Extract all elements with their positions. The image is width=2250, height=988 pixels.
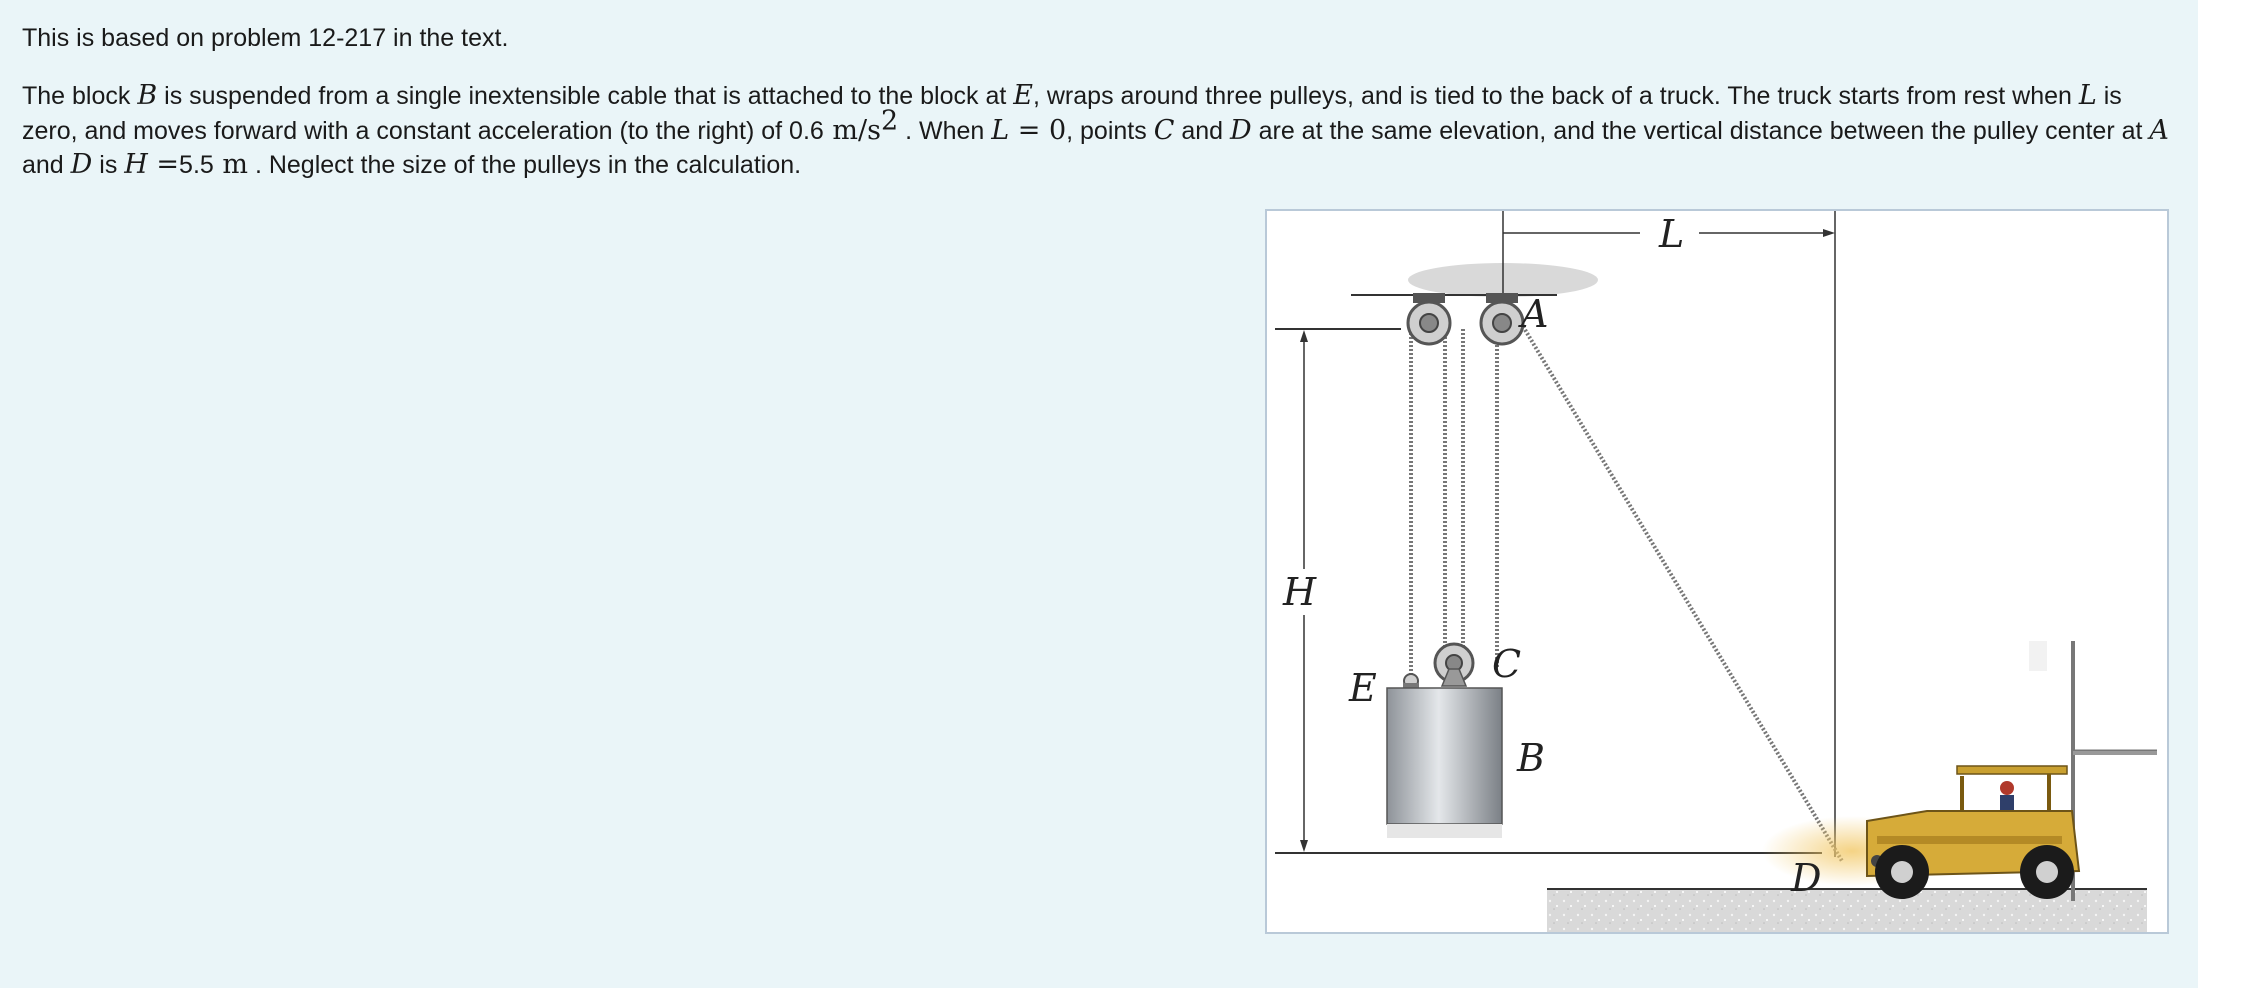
text-segment: is zero, and moves forward with a constant acceleration (to the right) of xyxy=(22,82,2122,145)
label-C: C xyxy=(1492,642,1522,686)
height-unit: m xyxy=(213,149,248,180)
var-D: D xyxy=(1229,114,1252,146)
label-E: E xyxy=(1349,666,1377,710)
var-E: E xyxy=(1013,80,1033,111)
var-C: C xyxy=(1153,114,1175,146)
l-dim-arrowhead xyxy=(1823,229,1835,237)
acceleration-value: 0.6 xyxy=(789,116,824,145)
acceleration-unit-exponent: 2 xyxy=(880,105,899,137)
cable-to-truck xyxy=(1521,323,1842,861)
h-dim-arrow-top xyxy=(1300,330,1308,342)
intro-text: This is based on problem 12-217 in the text. xyxy=(22,24,509,52)
problem-statement xyxy=(22,79,2172,183)
block-B xyxy=(1387,688,1502,824)
var-L: L xyxy=(991,114,1010,146)
label-D: D xyxy=(1791,856,1822,900)
text-segment: . When xyxy=(898,116,992,145)
text-segment: The block xyxy=(22,82,138,110)
pulley-truck-figure xyxy=(1265,209,2169,934)
pulley-left xyxy=(1408,293,1450,344)
text-segment: and xyxy=(22,151,71,179)
text-segment: is xyxy=(92,151,125,179)
label-A: A xyxy=(1521,292,1549,336)
var-L: L xyxy=(2078,80,2097,111)
h-dim-arrow-bottom xyxy=(1300,840,1308,852)
pulley-C xyxy=(1435,644,1473,686)
equals-zero: = 0 xyxy=(1009,114,1067,146)
text-segment: , wraps around three pulleys, and is tied to the back of a truck. The truck starts from rest when xyxy=(1032,82,2079,110)
pulley-A xyxy=(1481,293,1523,344)
text-segment: is suspended from a single inextensible cable that is attached to the block at xyxy=(157,82,1014,110)
var-D: D xyxy=(70,149,93,180)
block-shadow xyxy=(1387,824,1502,838)
truck xyxy=(1867,641,2157,901)
label-B: B xyxy=(1517,736,1545,780)
var-A: A xyxy=(2149,114,2169,146)
var-B: B xyxy=(137,80,158,111)
height-value: 5.5 xyxy=(179,151,214,179)
label-L: L xyxy=(1659,212,1685,256)
text-segment: . Neglect the size of the pulleys in the calculation. xyxy=(248,151,802,179)
text-segment: , points xyxy=(1066,116,1154,145)
figure-drawing xyxy=(1267,211,2167,932)
acceleration-unit: m/s xyxy=(823,114,881,146)
label-H: H xyxy=(1283,570,1317,614)
text-segment: and xyxy=(1174,116,1230,145)
attachment-E xyxy=(1403,674,1419,689)
equals-sign: = xyxy=(147,149,180,180)
var-H: H xyxy=(124,149,148,180)
text-segment: are at the same elevation, and the vertical distance between the pulley center at xyxy=(1251,116,2150,145)
